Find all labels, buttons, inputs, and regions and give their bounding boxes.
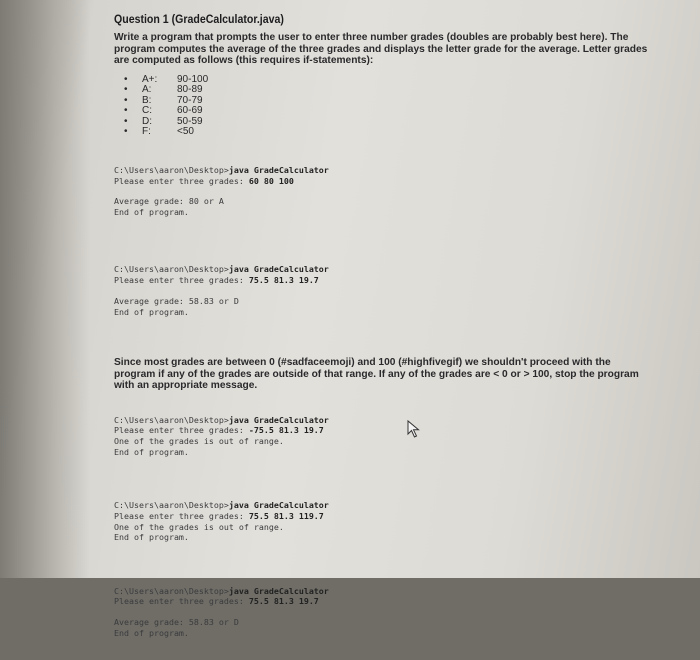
console-line: End of program.	[114, 628, 189, 639]
console-example	[114, 575, 654, 660]
grade-scale-list	[124, 75, 654, 139]
bullet-icon: •	[124, 105, 128, 117]
assignment-content	[114, 14, 654, 660]
grade-item: • A: 80-89	[124, 84, 203, 96]
grade-item: • F: <50	[124, 126, 194, 138]
bullet-icon: •	[124, 73, 128, 85]
console-line: One of the grades is out of range.	[114, 436, 284, 447]
console-line	[114, 286, 654, 296]
range-note-paragraph: Since most grades are between 0 (#sadfaceemoji) and 100 (#highfivegif) we shouldn't proceed with the program if any of the grades are outside of that range. If any of the grades are < 0 or > 100, stop the program with an appropriate message.	[114, 357, 639, 392]
console-line: End of program.	[114, 306, 189, 317]
bullet-icon: •	[124, 126, 128, 138]
console-line: End of program.	[114, 532, 189, 543]
mouse-pointer-icon	[407, 420, 421, 438]
console-example	[114, 154, 654, 240]
console-line: End of program.	[114, 446, 189, 457]
console-line: Please enter three grades: 75.5 81.3 19.7	[114, 596, 319, 607]
grade-item: • D: 50-59	[124, 115, 203, 127]
question-title: Question 1 (GradeCalculator.java)	[114, 14, 284, 26]
bullet-icon: •	[124, 115, 128, 127]
console-line: Please enter three grades: 75.5 81.3 119.7	[114, 510, 324, 521]
console-line: One of the grades is out of range.	[114, 521, 284, 532]
console-line: Average grade: 80 or A	[114, 196, 224, 207]
console-line: Please enter three grades: 60 80 100	[114, 175, 294, 186]
page-shadow	[0, 0, 90, 578]
console-example	[114, 254, 654, 340]
console-line: C:\Users\aaron\Desktop>java GradeCalculator	[114, 164, 329, 175]
console-line	[114, 607, 654, 617]
console-line: C:\Users\aaron\Desktop>java GradeCalculator	[114, 264, 329, 275]
console-line: C:\Users\aaron\Desktop>java GradeCalculator	[114, 585, 329, 596]
console-line	[114, 186, 654, 196]
grade-item: • C: 60-69	[124, 105, 203, 117]
intro-paragraph: Write a program that prompts the user to enter three number grades (doubles are probably best here). The program computes the average of the three grades and displays the letter grade for the average. Letter grades are computed as follows (this requires if-statements):	[114, 32, 648, 66]
grade-item: • B: 70-79	[124, 94, 203, 106]
bullet-icon: •	[124, 84, 128, 96]
console-example	[114, 404, 654, 480]
console-line: Average grade: 58.83 or D	[114, 296, 239, 307]
console-example	[114, 489, 654, 565]
console-line: Please enter three grades: -75.5 81.3 19.7	[114, 425, 324, 436]
console-line: C:\Users\aaron\Desktop>java GradeCalculator	[114, 414, 329, 425]
console-line: Average grade: 58.83 or D	[114, 617, 239, 628]
bullet-icon: •	[124, 94, 128, 106]
console-line: C:\Users\aaron\Desktop>java GradeCalculator	[114, 500, 329, 511]
console-line: End of program.	[114, 207, 189, 218]
console-line: Please enter three grades: 75.5 81.3 19.7	[114, 275, 319, 286]
grade-item: • A+: 90-100	[124, 73, 209, 85]
